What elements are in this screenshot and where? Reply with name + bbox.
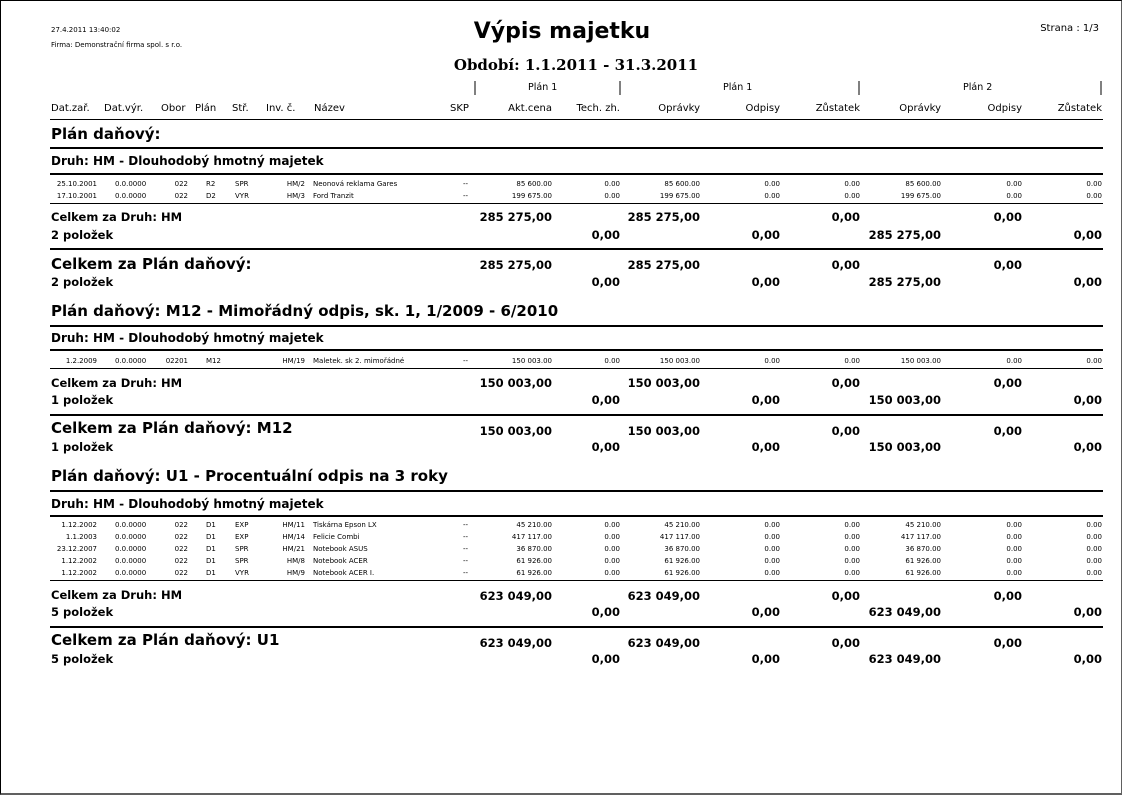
cell-akt: 61 926.00 <box>516 569 552 577</box>
plan-divider <box>858 81 860 95</box>
druh-total-odp2: 0,00 <box>993 210 1022 224</box>
cell-zus1: 0.00 <box>844 180 860 188</box>
druh-title: Druh: HM - Dlouhodobý hmotný majetek <box>51 331 324 345</box>
cell-skp: -- <box>463 557 469 565</box>
plan-total-opr1: 285 275,00 <box>627 258 700 272</box>
page-number: Strana : 1/3 <box>1040 23 1099 34</box>
plan-total-odp1: 0,00 <box>751 275 780 289</box>
cell-plan: R2 <box>206 180 216 188</box>
table-row <box>1 180 1122 192</box>
rows-end-rule <box>50 368 1103 369</box>
cell-dat-zar: 1.12.2002 <box>61 557 97 565</box>
cell-odp2: 0.00 <box>1006 545 1022 553</box>
cell-skp: -- <box>463 545 469 553</box>
cell-nazev: Notebook ACER I. <box>313 569 375 577</box>
druh-total-count: 2 položek <box>51 228 114 242</box>
cell-zus2: 0.00 <box>1086 557 1102 565</box>
druh-total-opr1: 285 275,00 <box>627 210 700 224</box>
druh-rule <box>50 515 1103 517</box>
cell-plan: D1 <box>206 545 216 553</box>
druh-total-odp2: 0,00 <box>993 589 1022 603</box>
druh-total-akt: 150 003,00 <box>479 376 552 390</box>
company-name: Firma: Demonstrační firma spol. s r.o. <box>51 41 183 49</box>
cell-obor: 022 <box>174 545 188 553</box>
cell-plan: D1 <box>206 557 216 565</box>
cell-inv: HM/3 <box>286 192 305 200</box>
cell-skp: -- <box>463 192 469 200</box>
cell-obor: 022 <box>174 569 188 577</box>
cell-plan: D1 <box>206 569 216 577</box>
col-nazev: Název <box>314 103 345 114</box>
druh-total-zus2: 0,00 <box>1073 393 1102 407</box>
cell-zus1: 0.00 <box>844 521 860 529</box>
plan-total-label: Celkem za Plán daňový: <box>51 255 252 273</box>
plan-total-zus2: 0,00 <box>1073 652 1102 666</box>
cell-obor: 022 <box>174 192 188 200</box>
col-opr1: Oprávky <box>658 103 700 114</box>
druh-total-odp2: 0,00 <box>993 376 1022 390</box>
plan-total-odp2: 0,00 <box>993 424 1022 438</box>
cell-inv: HM/11 <box>282 521 305 529</box>
plan-label: Plán 1 <box>723 82 753 93</box>
plan-total-tech: 0,00 <box>591 440 620 454</box>
cell-inv: HM/19 <box>282 357 305 365</box>
druh-total-tech: 0,00 <box>591 393 620 407</box>
table-row <box>1 557 1122 569</box>
plan-total-count: 1 položek <box>51 440 114 454</box>
plan-total-count: 2 položek <box>51 275 114 289</box>
cell-opr2: 199 675.00 <box>900 192 941 200</box>
print-datetime: 27.4.2011 13:40:02 <box>51 26 121 34</box>
druh-total-zus2: 0,00 <box>1073 228 1102 242</box>
col-zus1: Zůstatek <box>815 103 860 114</box>
plan-total-odp1: 0,00 <box>751 652 780 666</box>
cell-odp1: 0.00 <box>764 180 780 188</box>
druh-total-zus1: 0,00 <box>831 376 860 390</box>
section-rule <box>50 490 1103 492</box>
cell-tech: 0.00 <box>604 557 620 565</box>
cell-inv: HM/9 <box>286 569 305 577</box>
cell-dat-vyr: 0.0.0000 <box>115 533 147 541</box>
cell-skp: -- <box>463 180 469 188</box>
cell-opr1: 150 003.00 <box>659 357 700 365</box>
col-obor: Obor <box>161 103 186 114</box>
plan-total-akt: 623 049,00 <box>479 636 552 650</box>
cell-dat-vyr: 0.0.0000 <box>115 545 147 553</box>
section-rule <box>50 147 1103 149</box>
report-period: Období: 1.1.2011 - 31.3.2011 <box>453 56 699 74</box>
plan-label: Plán 1 <box>528 82 558 93</box>
plan-total-zus2: 0,00 <box>1073 440 1102 454</box>
cell-skp: -- <box>463 533 469 541</box>
plan-total-opr1: 623 049,00 <box>627 636 700 650</box>
cell-opr2: 36 870.00 <box>905 545 941 553</box>
druh-total-rule <box>50 248 1103 250</box>
cell-str: EXP <box>235 533 249 541</box>
cell-nazev: Ford Tranzit <box>313 192 354 200</box>
druh-rule <box>50 349 1103 351</box>
druh-total-opr2: 623 049,00 <box>868 605 941 619</box>
plan-total-akt: 285 275,00 <box>479 258 552 272</box>
cell-dat-vyr: 0.0.0000 <box>115 357 147 365</box>
cell-dat-zar: 23.12.2007 <box>56 545 97 553</box>
cell-plan: D1 <box>206 521 216 529</box>
col-inv: Inv. č. <box>266 103 296 114</box>
col-zus2: Zůstatek <box>1057 103 1102 114</box>
plan-total-zus1: 0,00 <box>831 636 860 650</box>
cell-tech: 0.00 <box>604 545 620 553</box>
col-dat-zar: Dat.zař. <box>51 103 90 114</box>
cell-akt: 199 675.00 <box>511 192 552 200</box>
cell-inv: HM/21 <box>282 545 305 553</box>
cell-nazev: Felicie Combi <box>313 533 360 541</box>
cell-dat-vyr: 0.0.0000 <box>115 180 147 188</box>
cell-zus1: 0.00 <box>844 192 860 200</box>
plan-divider <box>1100 81 1102 95</box>
plan-total-tech: 0,00 <box>591 275 620 289</box>
cell-opr2: 45 210.00 <box>905 521 941 529</box>
plan-total-label: Celkem za Plán daňový: U1 <box>51 631 280 649</box>
cell-zus1: 0.00 <box>844 569 860 577</box>
cell-opr1: 61 926.00 <box>664 569 700 577</box>
cell-obor: 022 <box>174 180 188 188</box>
cell-str: EXP <box>235 521 249 529</box>
druh-total-odp1: 0,00 <box>751 605 780 619</box>
druh-total-zus2: 0,00 <box>1073 605 1102 619</box>
druh-total-count: 1 položek <box>51 393 114 407</box>
cell-odp2: 0.00 <box>1006 533 1022 541</box>
cell-skp: -- <box>463 521 469 529</box>
druh-total-opr1: 150 003,00 <box>627 376 700 390</box>
plan-total-label: Celkem za Plán daňový: M12 <box>51 419 293 437</box>
cell-nazev: Notebook ASUS <box>313 545 368 553</box>
druh-total-zus1: 0,00 <box>831 210 860 224</box>
cell-zus2: 0.00 <box>1086 521 1102 529</box>
plan-divider <box>474 81 476 95</box>
cell-odp1: 0.00 <box>764 545 780 553</box>
plan-total-odp2: 0,00 <box>993 258 1022 272</box>
druh-total-odp1: 0,00 <box>751 228 780 242</box>
druh-total-opr2: 150 003,00 <box>868 393 941 407</box>
cell-opr2: 85 600.00 <box>905 180 941 188</box>
rows-end-rule <box>50 203 1103 204</box>
cell-dat-zar: 17.10.2001 <box>56 192 97 200</box>
cell-odp2: 0.00 <box>1006 192 1022 200</box>
section-title: Plán daňový: <box>51 125 161 143</box>
col-akt: Akt.cena <box>508 103 552 114</box>
plan-total-akt: 150 003,00 <box>479 424 552 438</box>
plan-total-zus2: 0,00 <box>1073 275 1102 289</box>
section-title: Plán daňový: U1 - Procentuální odpis na 3 roky <box>51 467 448 485</box>
cell-plan: M12 <box>206 357 221 365</box>
plan-total-tech: 0,00 <box>591 652 620 666</box>
cell-tech: 0.00 <box>604 180 620 188</box>
cell-tech: 0.00 <box>604 192 620 200</box>
plan-total-odp2: 0,00 <box>993 636 1022 650</box>
cell-akt: 85 600.00 <box>516 180 552 188</box>
table-row <box>1 545 1122 557</box>
druh-rule <box>50 173 1103 175</box>
druh-total-tech: 0,00 <box>591 228 620 242</box>
plan-total-zus1: 0,00 <box>831 424 860 438</box>
cell-odp1: 0.00 <box>764 557 780 565</box>
col-skp: SKP <box>450 103 469 114</box>
cell-opr1: 36 870.00 <box>664 545 700 553</box>
cell-plan: D1 <box>206 533 216 541</box>
cell-dat-vyr: 0.0.0000 <box>115 569 147 577</box>
druh-total-akt: 623 049,00 <box>479 589 552 603</box>
druh-title: Druh: HM - Dlouhodobý hmotný majetek <box>51 497 324 511</box>
section-rule <box>50 325 1103 327</box>
druh-total-count: 5 položek <box>51 605 114 619</box>
cell-tech: 0.00 <box>604 533 620 541</box>
druh-total-akt: 285 275,00 <box>479 210 552 224</box>
cell-obor: 02201 <box>165 357 188 365</box>
cell-zus1: 0.00 <box>844 557 860 565</box>
cell-dat-zar: 1.2.2009 <box>65 357 97 365</box>
druh-total-opr1: 623 049,00 <box>627 589 700 603</box>
cell-zus1: 0.00 <box>844 545 860 553</box>
col-odp2: Odpisy <box>987 103 1022 114</box>
col-plan: Plán <box>195 103 217 114</box>
cell-dat-zar: 1.12.2002 <box>61 569 97 577</box>
cell-str: SPR <box>235 557 249 565</box>
cell-opr2: 61 926.00 <box>905 569 941 577</box>
cell-odp1: 0.00 <box>764 533 780 541</box>
cell-opr2: 417 117.00 <box>900 533 941 541</box>
cell-opr2: 61 926.00 <box>905 557 941 565</box>
cell-opr1: 417 117.00 <box>659 533 700 541</box>
cell-odp2: 0.00 <box>1006 357 1022 365</box>
cell-odp1: 0.00 <box>764 521 780 529</box>
cell-dat-zar: 1.12.2002 <box>61 521 97 529</box>
cell-zus1: 0.00 <box>844 533 860 541</box>
cell-opr1: 61 926.00 <box>664 557 700 565</box>
druh-total-label: Celkem za Druh: HM <box>51 376 183 390</box>
cell-opr1: 85 600.00 <box>664 180 700 188</box>
cell-nazev: Tiskárna Epson LX <box>313 521 377 529</box>
cell-opr1: 45 210.00 <box>664 521 700 529</box>
cell-obor: 022 <box>174 557 188 565</box>
cell-zus2: 0.00 <box>1086 357 1102 365</box>
cell-inv: HM/2 <box>286 180 305 188</box>
cell-zus2: 0.00 <box>1086 545 1102 553</box>
cell-inv: HM/14 <box>282 533 305 541</box>
cell-zus2: 0.00 <box>1086 192 1102 200</box>
cell-dat-zar: 1.1.2003 <box>65 533 97 541</box>
cell-odp1: 0.00 <box>764 357 780 365</box>
cell-skp: -- <box>463 357 469 365</box>
header-rule <box>50 119 1103 120</box>
cell-tech: 0.00 <box>604 569 620 577</box>
cell-obor: 022 <box>174 533 188 541</box>
plan-label: Plán 2 <box>963 82 993 93</box>
cell-dat-vyr: 0.0.0000 <box>115 192 147 200</box>
druh-total-label: Celkem za Druh: HM <box>51 210 183 224</box>
cell-dat-vyr: 0.0.0000 <box>115 521 147 529</box>
plan-total-opr1: 150 003,00 <box>627 424 700 438</box>
cell-akt: 61 926.00 <box>516 557 552 565</box>
cell-str: SPR <box>235 180 249 188</box>
cell-akt: 45 210.00 <box>516 521 552 529</box>
plan-total-opr2: 285 275,00 <box>868 275 941 289</box>
druh-title: Druh: HM - Dlouhodobý hmotný majetek <box>51 154 324 168</box>
cell-skp: -- <box>463 569 469 577</box>
cell-odp2: 0.00 <box>1006 557 1022 565</box>
cell-str: VYR <box>235 569 249 577</box>
cell-inv: HM/8 <box>286 557 305 565</box>
cell-zus1: 0.00 <box>844 357 860 365</box>
cell-odp1: 0.00 <box>764 192 780 200</box>
cell-str: VYR <box>235 192 249 200</box>
col-tech: Tech. zh. <box>576 103 620 114</box>
col-odp1: Odpisy <box>745 103 780 114</box>
cell-zus2: 0.00 <box>1086 569 1102 577</box>
report-title: Výpis majetku <box>473 19 651 44</box>
cell-dat-vyr: 0.0.0000 <box>115 557 147 565</box>
cell-odp2: 0.00 <box>1006 521 1022 529</box>
druh-total-rule <box>50 626 1103 628</box>
rows-end-rule <box>50 580 1103 581</box>
cell-nazev: Neonová reklama Gares <box>313 180 398 188</box>
plan-total-odp1: 0,00 <box>751 440 780 454</box>
plan-total-opr2: 150 003,00 <box>868 440 941 454</box>
cell-odp1: 0.00 <box>764 569 780 577</box>
cell-opr2: 150 003.00 <box>900 357 941 365</box>
cell-odp2: 0.00 <box>1006 180 1022 188</box>
druh-total-rule <box>50 414 1103 416</box>
druh-total-label: Celkem za Druh: HM <box>51 588 183 602</box>
cell-akt: 150 003.00 <box>511 357 552 365</box>
cell-tech: 0.00 <box>604 521 620 529</box>
druh-total-opr2: 285 275,00 <box>868 228 941 242</box>
table-row <box>1 533 1122 545</box>
col-str: Stř. <box>232 103 249 114</box>
plan-total-count: 5 položek <box>51 652 114 666</box>
cell-zus2: 0.00 <box>1086 533 1102 541</box>
cell-nazev: Notebook ACER <box>313 557 368 565</box>
cell-obor: 022 <box>174 521 188 529</box>
cell-plan: D2 <box>206 192 216 200</box>
cell-zus2: 0.00 <box>1086 180 1102 188</box>
cell-tech: 0.00 <box>604 357 620 365</box>
cell-dat-zar: 25.10.2001 <box>56 180 97 188</box>
section-title: Plán daňový: M12 - Mimořádný odpis, sk. 1, 1/2009 - 6/2010 <box>51 302 559 320</box>
cell-akt: 36 870.00 <box>516 545 552 553</box>
plan-divider <box>619 81 621 95</box>
cell-akt: 417 117.00 <box>511 533 552 541</box>
cell-odp2: 0.00 <box>1006 569 1022 577</box>
cell-str: SPR <box>235 545 249 553</box>
plan-total-zus1: 0,00 <box>831 258 860 272</box>
druh-total-odp1: 0,00 <box>751 393 780 407</box>
plan-total-opr2: 623 049,00 <box>868 652 941 666</box>
col-dat-vyr: Dat.výr. <box>104 103 144 114</box>
druh-total-tech: 0,00 <box>591 605 620 619</box>
cell-opr1: 199 675.00 <box>659 192 700 200</box>
col-opr2: Oprávky <box>899 103 941 114</box>
druh-total-zus1: 0,00 <box>831 589 860 603</box>
table-row <box>1 521 1122 533</box>
cell-nazev: Maletek. sk 2. mimořádné <box>313 357 405 365</box>
